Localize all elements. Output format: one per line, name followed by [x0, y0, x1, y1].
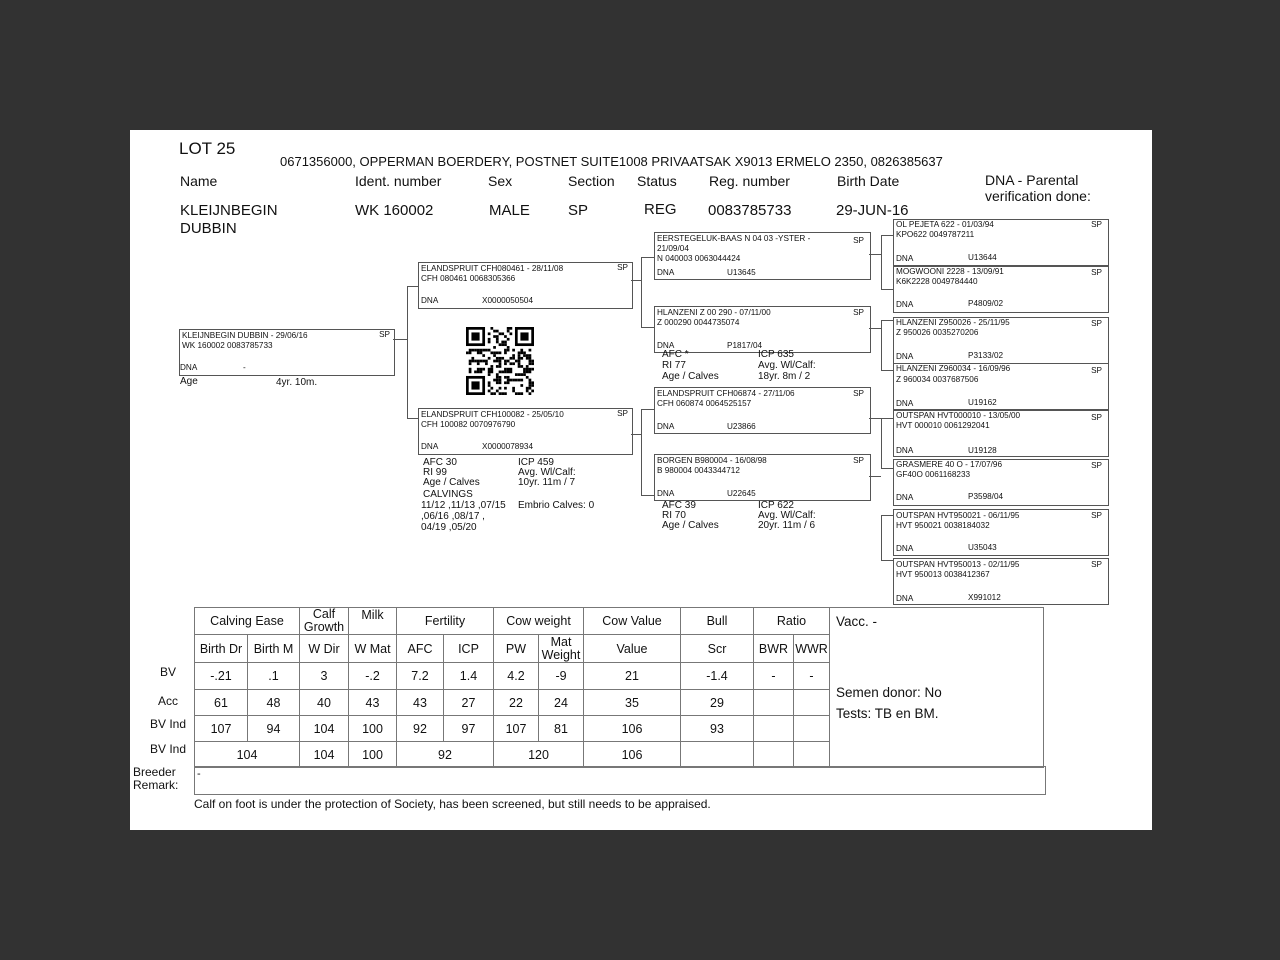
row-label-acc: Acc: [158, 694, 179, 708]
ggp-sp: SP: [1091, 461, 1102, 470]
acc-cell: 22: [494, 690, 539, 716]
sub-w-dir: W Dir: [300, 635, 349, 663]
dam-icp: ICP 459: [518, 457, 554, 468]
sire-ids: CFH 080461 0068305366: [421, 274, 516, 283]
animal-ident: WK 160002: [355, 202, 434, 219]
pedigree-document: [130, 130, 1152, 830]
great-grandparent-box: [893, 266, 1109, 313]
connector: [641, 327, 654, 328]
acc-cell: [794, 690, 830, 716]
gp-avg-label: Avg. Wl/Calf:: [758, 510, 816, 521]
ggp-ids: K6K2228 0049784440: [896, 277, 978, 286]
group-bull: Bull: [681, 608, 754, 635]
ind-cell: 93: [681, 716, 754, 742]
sub-w-mat: W Mat: [349, 635, 397, 663]
connector: [641, 409, 642, 495]
ggp-ids: Z 960034 0037687506: [896, 375, 979, 384]
gp-dna-label: DNA: [657, 341, 675, 350]
great-grandparent-box: [893, 363, 1109, 410]
qr-code-icon: [466, 327, 534, 395]
section-header: Section: [568, 173, 615, 189]
dna-header-1: DNA - Parental: [985, 172, 1079, 188]
name-header: Name: [180, 173, 218, 189]
dam-sp: SP: [617, 409, 628, 418]
bv-cell: .1: [248, 663, 300, 690]
animal-section: SP: [568, 202, 589, 219]
dam-avg-label: Avg. Wl/Calf:: [518, 467, 576, 478]
ggp-sp: SP: [1091, 220, 1102, 229]
dam-embrio: Embrio Calves: 0: [518, 500, 595, 511]
gp-avg-label: Avg. Wl/Calf:: [758, 360, 816, 371]
subject-ids: WK 160002 0083785733: [182, 341, 273, 350]
ind2-cell: 106: [584, 742, 681, 768]
ggp-dna-label: DNA: [896, 446, 914, 455]
gp-dna-label: DNA: [657, 489, 675, 498]
ggp-ids: Z 950026 0035270206: [896, 328, 979, 337]
ggp-dna-label: DNA: [896, 352, 914, 361]
grandparent-box: [654, 454, 871, 501]
group-ratio: Ratio: [754, 608, 830, 635]
acc-cell: 61: [195, 690, 248, 716]
gp-dna-label: DNA: [657, 422, 675, 431]
acc-cell: 40: [300, 690, 349, 716]
connector: [869, 254, 881, 255]
ggp-sp: SP: [1091, 511, 1102, 520]
acc-cell: 29: [681, 690, 754, 716]
gp-title: ELANDSPRUIT CFH06874 - 27/11/06: [657, 389, 795, 398]
sub-mat-weight: [539, 635, 584, 663]
sub-birth-dr: Birth Dr: [195, 635, 248, 663]
connector: [641, 409, 654, 410]
gp-ids: Z 000290 0044735074: [657, 318, 740, 327]
acc-cell: 27: [444, 690, 494, 716]
connector: [641, 257, 654, 258]
connector: [641, 495, 654, 496]
breeder-label-1: Breeder: [133, 765, 176, 779]
gp-dna-label: DNA: [657, 268, 675, 277]
ggp-dna: P3598/04: [968, 492, 1004, 501]
ind2-cell: 120: [494, 742, 584, 768]
status-header: Status: [637, 173, 677, 189]
subject-age: 4yr. 10m.: [276, 377, 318, 388]
ggp-dna: P3133/02: [968, 351, 1004, 360]
ggp-dna: P4809/02: [968, 299, 1004, 308]
breeder-remark: -: [197, 768, 201, 780]
ggp-title: OL PEJETA 622 - 01/03/94: [896, 220, 994, 229]
connector: [641, 257, 642, 327]
ggp-sp: SP: [1091, 560, 1102, 569]
ggp-sp: SP: [1091, 319, 1102, 328]
gp-title: EERSTEGELUK-BAAS N 04 03 -YSTER -: [657, 234, 811, 243]
bv-cell: 3: [300, 663, 349, 690]
ggp-dna: U19128: [968, 446, 997, 455]
animal-name-2: DUBBIN: [180, 220, 237, 237]
sire-sp: SP: [617, 263, 628, 272]
ind-cell: 106: [584, 716, 681, 742]
grandparent-box: [654, 232, 871, 280]
ggp-dna-label: DNA: [896, 399, 914, 408]
dam-age-calves-label: Age / Calves: [423, 477, 480, 488]
ind2-cell: 100: [349, 742, 397, 768]
ggp-dna: X991012: [968, 593, 1001, 602]
ggp-sp: SP: [1091, 268, 1102, 277]
gp-ri: RI 77: [662, 360, 686, 371]
sub-birth-m: Birth M: [248, 635, 300, 663]
bv-cell: 7.2: [397, 663, 444, 690]
gp-sp: SP: [853, 308, 864, 317]
bv-cell: 21: [584, 663, 681, 690]
ggp-title: HLANZENI Z960034 - 16/09/96: [896, 364, 1011, 373]
acc-cell: [754, 690, 794, 716]
gp-dna: U23866: [727, 422, 756, 431]
ggp-ids: GF40O 0061168233: [896, 470, 971, 479]
sub-scr: Scr: [681, 635, 754, 663]
connector: [869, 328, 881, 329]
group-calf-growth: [300, 608, 349, 635]
group-calf-growth-line1: Calf: [312, 607, 336, 621]
dam-calvings-label: CALVINGS: [423, 489, 473, 500]
group-calf-growth-line2: Growth: [303, 620, 345, 634]
sub-icp: ICP: [444, 635, 494, 663]
subject-box: [179, 329, 395, 376]
footer-note: Calf on foot is under the protection of Society, has been screened, but still needs to be appraised.: [194, 797, 711, 811]
animal-sex: MALE: [489, 202, 530, 219]
dam-age-calves: 10yr. 11m / 7: [518, 477, 576, 488]
row-label-bv-ind: BV Ind: [150, 717, 187, 731]
dam-afc: AFC 30: [423, 457, 457, 468]
ggp-title: MOGWOONI 2228 - 13/09/91: [896, 267, 1004, 276]
gp-ids: CFH 060874 0064525157: [657, 399, 752, 408]
connector: [881, 235, 882, 289]
connector: [407, 418, 418, 419]
bv-cell: -: [754, 663, 794, 690]
grandparent-box: [654, 306, 871, 353]
ident-header: Ident. number: [355, 173, 442, 189]
connector: [881, 515, 893, 516]
animal-birth: 29-JUN-16: [836, 202, 909, 219]
ggp-sp: SP: [1091, 366, 1102, 375]
connector: [881, 370, 893, 371]
gp-ids: B 980004 0043344712: [657, 466, 740, 475]
ggp-ids: HVT 950013 0038412367: [896, 570, 990, 579]
great-grandparent-box: [893, 317, 1109, 364]
ggp-sp: SP: [1091, 413, 1102, 422]
ind-cell: 97: [444, 716, 494, 742]
acc-cell: 35: [584, 690, 681, 716]
connector: [881, 289, 893, 290]
gp-dna: P1817/04: [727, 341, 763, 350]
ind-cell: 107: [195, 716, 248, 742]
vaccination: Vacc. -: [836, 614, 878, 629]
row-label-bv-ind-2: BV Ind: [150, 742, 187, 756]
grandparent-box: [654, 387, 871, 434]
gp-sp: SP: [853, 236, 864, 245]
gp-title-2: 21/09/04: [657, 244, 689, 253]
ind-cell: 94: [248, 716, 300, 742]
sub-pw: PW: [494, 635, 539, 663]
sire-title: ELANDSPRUIT CFH080461 - 28/11/08: [421, 264, 564, 273]
gp-title: BORGEN B980004 - 16/08/98: [657, 456, 767, 465]
sire-dna-label: DNA: [421, 296, 439, 305]
group-cow-value: Cow Value: [584, 608, 681, 635]
sub-bwr: BWR: [754, 635, 794, 663]
ggp-ids: HVT 000010 0061292041: [896, 421, 990, 430]
tests: Tests: TB en BM.: [836, 706, 939, 721]
animal-status: REG: [644, 201, 677, 218]
connector: [393, 339, 407, 340]
connector: [869, 476, 881, 477]
connector: [881, 515, 882, 560]
sire-dna: X0000050504: [482, 296, 533, 305]
bv-cell: -.21: [195, 663, 248, 690]
ggp-ids: HVT 950021 0038184032: [896, 521, 990, 530]
ind-cell: [794, 716, 830, 742]
vaccination-panel: [830, 608, 1044, 768]
group-milk: Milk: [349, 608, 397, 635]
sub-afc: AFC: [397, 635, 444, 663]
bv-cell: -.2: [349, 663, 397, 690]
bv-cell: -1.4: [681, 663, 754, 690]
acc-cell: 43: [349, 690, 397, 716]
bv-cell: 4.2: [494, 663, 539, 690]
ind-cell: 104: [300, 716, 349, 742]
lot-number: LOT 25: [179, 139, 236, 158]
ggp-dna: U13644: [968, 253, 997, 262]
sub-wwr: WWR: [794, 635, 830, 663]
ggp-dna-label: DNA: [896, 493, 914, 502]
ind-cell: 107: [494, 716, 539, 742]
owner-line: 0671356000, OPPERMAN BOERDERY, POSTNET SUITE1008 PRIVAATSAK X9013 ERMELO 2350, 0826385637: [280, 154, 943, 169]
connector: [881, 560, 893, 561]
ind-cell: 92: [397, 716, 444, 742]
dam-dna-label: DNA: [421, 442, 439, 451]
gp-icp: ICP 635: [758, 349, 794, 360]
ggp-dna-label: DNA: [896, 594, 914, 603]
connector: [881, 320, 893, 321]
ggp-ids: KPO622 0049787211: [896, 230, 975, 239]
sex-header: Sex: [488, 173, 513, 189]
ggp-title: OUTSPAN HVT000010 - 13/05/00: [896, 411, 1021, 420]
bv-table: [194, 607, 1044, 768]
subject-dna-label: DNA: [180, 363, 198, 372]
connector: [631, 280, 641, 281]
ggp-title: OUTSPAN HVT950013 - 02/11/95: [896, 560, 1020, 569]
great-grandparent-box: [893, 558, 1109, 605]
gp-icp: ICP 622: [758, 500, 794, 511]
gp-ri: RI 70: [662, 510, 686, 521]
ind-cell: 81: [539, 716, 584, 742]
gp-sp: SP: [853, 389, 864, 398]
gp-dna: U22645: [727, 489, 756, 498]
group-calving-ease: Calving Ease: [195, 608, 300, 635]
dam-calvings-1: 11/12 ,11/13 ,07/15: [421, 500, 506, 511]
sub-mat-weight-line1: Mat: [550, 634, 572, 649]
ggp-title: HLANZENI Z950026 - 25/11/95: [896, 318, 1010, 327]
gp-title: HLANZENI Z 00 290 - 07/11/00: [657, 308, 771, 317]
ind2-cell: 104: [300, 742, 349, 768]
ggp-dna-label: DNA: [896, 254, 914, 263]
ggp-dna-label: DNA: [896, 300, 914, 309]
group-fertility: Fertility: [397, 608, 494, 635]
connector: [407, 286, 408, 418]
ind2-cell: 92: [397, 742, 494, 768]
great-grandparent-box: [893, 219, 1109, 266]
acc-cell: 24: [539, 690, 584, 716]
gp-age-calves-label: Age / Calves: [662, 371, 719, 382]
dna-header-2: verification done:: [985, 188, 1091, 204]
connector: [881, 418, 882, 468]
great-grandparent-box: [893, 509, 1109, 556]
bv-cell: -: [794, 663, 830, 690]
ggp-title: GRASMERE 40 O - 17/07/96: [896, 460, 1003, 469]
great-grandparent-box: [893, 410, 1109, 457]
dam-dna: X0000078934: [482, 442, 533, 451]
row-label-bv: BV: [160, 665, 177, 679]
ind-cell: 100: [349, 716, 397, 742]
connector: [881, 235, 893, 236]
dam-title: ELANDSPRUIT CFH100082 - 25/05/10: [421, 410, 564, 419]
acc-cell: 43: [397, 690, 444, 716]
animal-name-1: KLEIJNBEGIN: [180, 202, 278, 219]
gp-dna: U13645: [727, 268, 756, 277]
ind2-cell: [754, 742, 794, 768]
dam-box: [418, 408, 633, 455]
gp-afc: AFC 39: [662, 500, 696, 511]
subject-dna: -: [243, 363, 246, 372]
gp-age-calves: 18yr. 8m / 2: [758, 371, 811, 382]
connector: [631, 434, 641, 435]
semen-donor: Semen donor: No: [836, 685, 942, 700]
ggp-title: OUTSPAN HVT950021 - 06/11/95: [896, 511, 1020, 520]
birth-header: Birth Date: [837, 173, 900, 189]
subject-age-label: Age: [180, 376, 198, 387]
dam-ids: CFH 100082 0070976790: [421, 420, 516, 429]
dam-ri: RI 99: [423, 467, 447, 478]
subject-title: KLEIJNBEGIN DUBBIN - 29/06/16: [182, 331, 308, 340]
breeder-remark-box: [194, 766, 1046, 795]
connector: [407, 286, 418, 287]
gp-ids: N 040003 0063044424: [657, 254, 741, 263]
ind2-cell: 104: [195, 742, 300, 768]
gp-afc: AFC *: [662, 349, 689, 360]
breeder-label-2: Remark:: [133, 778, 179, 792]
bv-cell: -9: [539, 663, 584, 690]
acc-cell: 48: [248, 690, 300, 716]
sub-mat-weight-line2: Weight: [541, 647, 581, 662]
group-cow-weight: Cow weight: [494, 608, 584, 635]
connector: [881, 418, 893, 419]
subject-sp: SP: [379, 330, 390, 339]
great-grandparent-box: [893, 459, 1109, 506]
gp-sp: SP: [853, 456, 864, 465]
connector: [881, 320, 882, 370]
gp-age-calves-label: Age / Calves: [662, 520, 719, 531]
ggp-dna-label: DNA: [896, 544, 914, 553]
sire-box: [418, 262, 633, 309]
ggp-dna: U35043: [968, 543, 997, 552]
animal-reg: 0083785733: [708, 202, 792, 219]
ind2-cell: [681, 742, 754, 768]
connector: [869, 418, 881, 419]
ind-cell: [754, 716, 794, 742]
dam-calvings-3: 04/19 ,05/20: [421, 522, 477, 533]
gp-age-calves: 20yr. 11m / 6: [758, 520, 816, 531]
dam-calvings-2: ,06/16 ,08/17 ,: [421, 511, 485, 522]
ggp-dna: U19162: [968, 398, 997, 407]
connector: [881, 468, 893, 469]
bv-cell: 1.4: [444, 663, 494, 690]
ind2-cell: [794, 742, 830, 768]
sub-value: Value: [584, 635, 681, 663]
reg-header: Reg. number: [709, 173, 790, 189]
